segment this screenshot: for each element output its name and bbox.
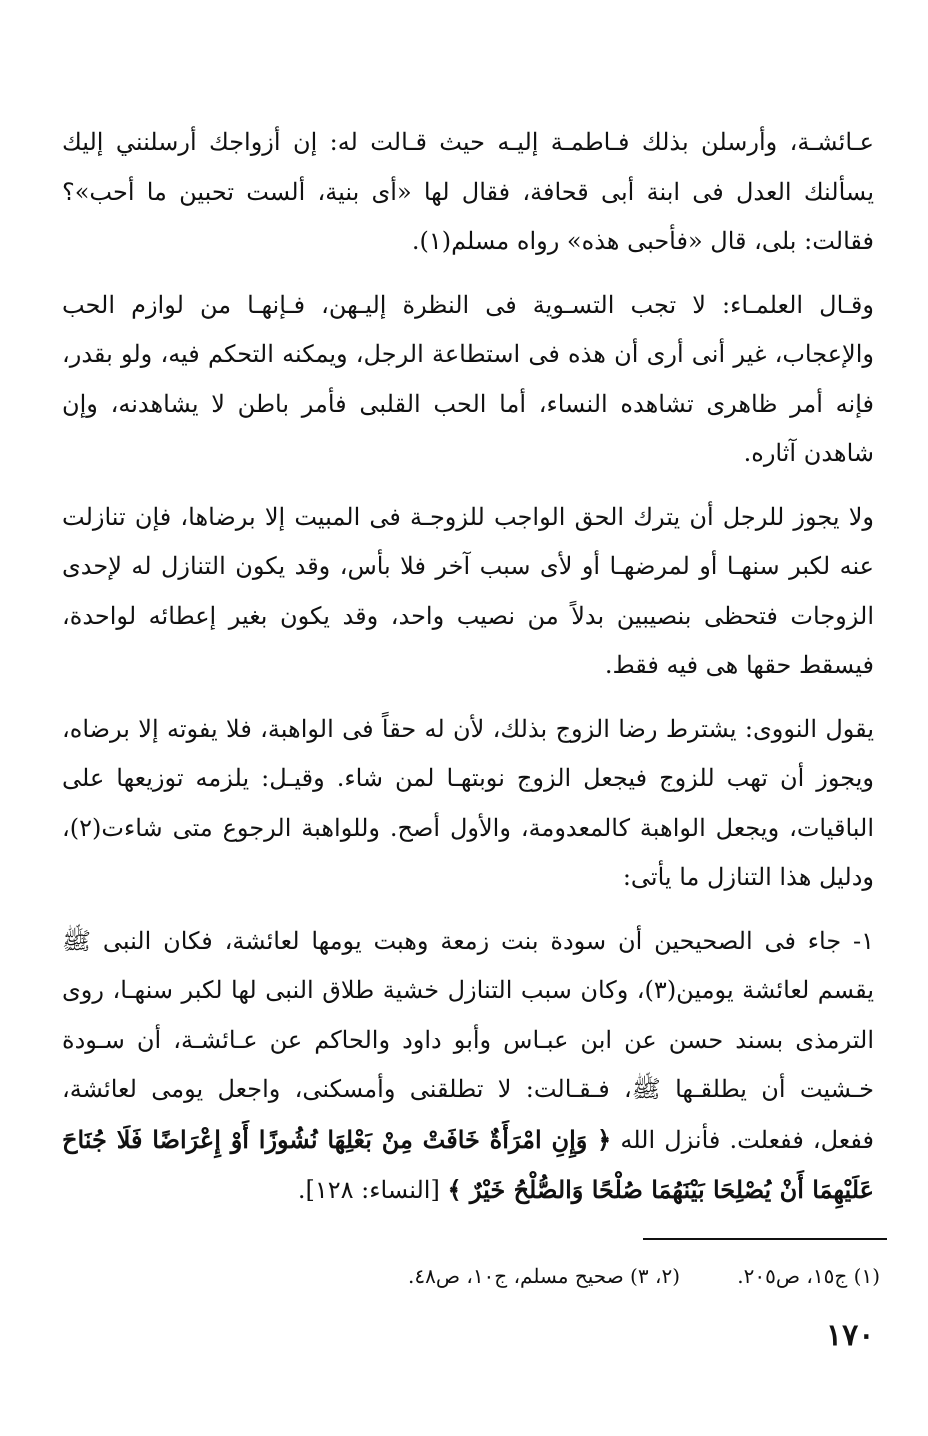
- paragraph-5: [62, 917, 874, 1216]
- quran-verse: ﴿ وَإِنِ امْرَأَةٌ خَافَتْ مِنْ بَعْلِهَا نُشُوزًا أَوْ إِعْرَاضًا فَلَا جُنَاحَ عَلَيْهِمَا أَنْ يُصْلِحَا بَيْنَهُمَا صُلْحًا وَالصُّلْحُ خَيْرٌ ﴾: [62, 1124, 874, 1204]
- paragraph-1: [62, 118, 874, 267]
- footnote-1: (١) ج١٥، ص٢٠٥.: [737, 1264, 880, 1288]
- paragraph-2: [62, 281, 874, 479]
- paragraph-3: [62, 493, 874, 691]
- page-body: [62, 118, 874, 1230]
- paragraph-4-text: يقول النووى: يشترط رضا الزوج بذلك، لأن له حقاً فى الواهبة، فلا يفوته إلا برضاه، ويجوز أن تهب للزوج فيجعل الزوج نوبتهـا لمن شاء. وقيـل: يلزمه توزيعها على الباقيات، ويجعل الواهبة كالمعدومة، والأول أصح. وللواهبة الرجوع متى شاءت(٢)، ودليل هذا التنازل ما يأتى:: [62, 714, 874, 891]
- footnote-divider: [643, 1238, 887, 1240]
- paragraph-5-text: ١- جاء فى الصحيحين أن سودة بنت زمعة وهبت يومها لعائشة، فكان النبى ﷺ يقسم لعائشة يومين(٣)، وكان سبب التنازل خشية طلاق النبى لها لكبر سنهـا، روى الترمذى بسند حسن عن ابن عبـاس وأبو داود والحاكم عن عـائشـة، أن سـودة خـشيت أن يطلقـها ﷺ، فـقـالت: لا تطلقنى وأمسكنى، واجعل يومى لعائشة، ففعل، ففعلت. فأنزل الله: [62, 926, 875, 1154]
- paragraph-2-text: وقـال العلمـاء: لا تجب التسـوية فى النظرة إليـهن، فـإنهـا من لوازم الحب والإعجاب، غير أنى أرى أن هذه فى استطاعة الرجل، ويمكنه التحكم فيه، ولو بقدر، فإنه أمر ظاهرى تشاهده النساء، أما الحب القلبى فأمر باطن لا يشاهدنه، وإن شاهدن آثاره.: [62, 290, 874, 467]
- paragraph-4: [62, 705, 874, 903]
- paragraph-3-text: ولا يجوز للرجل أن يترك الحق الواجب للزوجـة فى المبيت إلا برضاها، فإن تنازلت عنه لكبر سنهـا أو لمرضهـا أو لأى سبب آخر فلا بأس، وقد يكون التنازل له لإحدى الزوجات فتحظى بنصيبين بدلاً من نصيب واحد، وقد يكون بغير إعطائه لواحدة، فيسقط حقها هى فيه فقط.: [62, 502, 875, 679]
- footnotes: [150, 1264, 880, 1304]
- verse-citation: [النساء: ١٢٨].: [297, 1176, 440, 1204]
- paragraph-1-text: عـائشـة، وأرسلن بذلك فـاطمـة إليـه حيث قـالت له: إن أزواجك أرسلنني إليك يسألنك العدل فى ابنة أبى قحافة، فقال لها «أى بنية، ألست تحبين ما أحب»؟ فقالت: بلى، قال «فأحبى هذه» رواه مسلم(١).: [62, 128, 874, 255]
- page-number: ١٧٠: [826, 1318, 875, 1353]
- footnote-2: (٢، ٣) صحيح مسلم، ج١٠، ص٤٨.: [407, 1264, 680, 1288]
